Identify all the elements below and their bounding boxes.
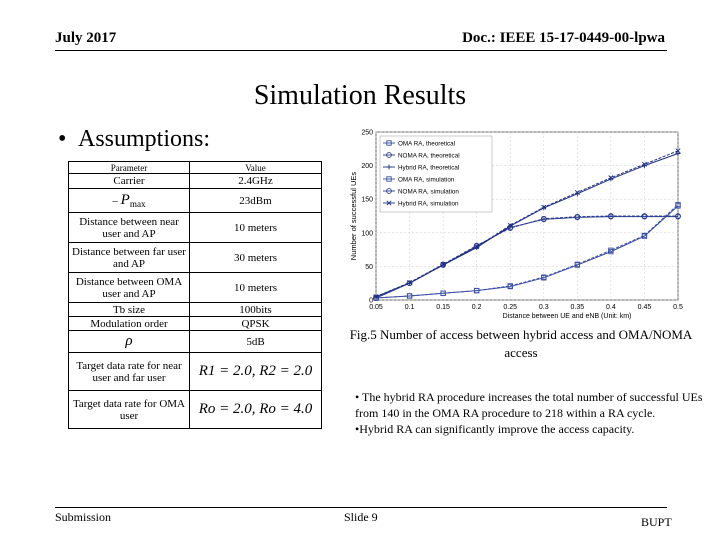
table-cell-value: 30 meters bbox=[190, 243, 322, 273]
table-cell-value: QPSK bbox=[190, 317, 322, 331]
table-cell-value: 2.4GHz bbox=[190, 174, 322, 189]
table-cell-value-formula: R1 = 2.0, R2 = 2.0 bbox=[190, 353, 322, 391]
x-tick-label: 0.2 bbox=[471, 304, 482, 311]
table-cell-value: 5dB bbox=[190, 331, 322, 353]
table-cell-param: Target data rate for near user and far user bbox=[69, 353, 190, 391]
table-cell-value: 23dBm bbox=[190, 189, 322, 213]
table-header-parameter: Parameter bbox=[69, 162, 190, 174]
table-row bbox=[69, 353, 322, 391]
pmax-symbol: – bbox=[112, 194, 121, 207]
footer-slide-number: Slide 9 bbox=[344, 510, 378, 524]
assumptions-label: Assumptions: bbox=[78, 126, 211, 152]
x-tick-label: 0.45 bbox=[637, 304, 652, 311]
x-tick-label: 0.35 bbox=[570, 304, 585, 311]
table-row bbox=[69, 174, 322, 189]
table-cell-param bbox=[69, 189, 190, 213]
y-tick-label: 200 bbox=[361, 163, 373, 171]
table-row bbox=[69, 331, 322, 353]
y-tick-label: 150 bbox=[361, 196, 373, 204]
table-cell-param: Distance between far user and AP bbox=[69, 243, 190, 273]
x-tick-label: 0.1 bbox=[404, 304, 415, 311]
table-cell-value: 10 meters bbox=[190, 213, 322, 243]
legend-entry: OMA RA, theoretical bbox=[398, 140, 456, 148]
x-tick-label: 0.25 bbox=[503, 304, 518, 311]
x-axis-label: Distance between UE and eNB (Unit: km) bbox=[502, 313, 632, 320]
footer-rule bbox=[55, 507, 667, 508]
slide-title: Simulation Results bbox=[253, 80, 467, 111]
table-row bbox=[69, 243, 322, 273]
table-cell-value-formula: Ro = 2.0, Ro = 4.0 bbox=[190, 391, 322, 429]
x-tick-label: 0.5 bbox=[673, 304, 683, 311]
pmax-symbol-letter: P bbox=[120, 191, 130, 208]
table-cell-param: Carrier bbox=[69, 174, 190, 189]
legend-entry: Hybrid RA, simulation bbox=[398, 200, 459, 208]
table-cell-param bbox=[69, 331, 190, 353]
y-tick-label: 0 bbox=[369, 297, 373, 305]
header-date: July 2017 bbox=[55, 30, 117, 46]
note-item: •Hybrid RA can significantly improve the access capacity. bbox=[355, 422, 635, 436]
table-cell-param: Tb size bbox=[69, 303, 190, 317]
x-tick-label: 0.4 bbox=[606, 304, 616, 311]
parameter-table bbox=[68, 161, 322, 429]
y-axis-label: Number of successful UEs bbox=[349, 171, 358, 261]
legend-entry: NOMA RA, simulation bbox=[398, 188, 459, 196]
x-tick-label: 0.3 bbox=[538, 304, 549, 311]
header-doc-id: Doc.: IEEE 15-17-0449-00-lpwa bbox=[462, 30, 665, 46]
legend-entry: NOMA RA, theoretical bbox=[398, 152, 460, 160]
pmax-subscript: max bbox=[129, 199, 146, 210]
table-row bbox=[69, 213, 322, 243]
result-notes bbox=[355, 389, 705, 437]
table-cell-param: Modulation order bbox=[69, 317, 190, 331]
legend-entry: OMA RA, simulation bbox=[398, 176, 455, 184]
note-item: • The hybrid RA procedure increases the total number of successful UEs from 140 in the OMA RA procedure to 218 within a RA cycle. bbox=[355, 390, 703, 420]
table-header-row bbox=[69, 162, 322, 174]
bullet-dot: • bbox=[58, 126, 67, 152]
rho-symbol: ρ bbox=[125, 333, 133, 349]
table-header-value: Value bbox=[190, 162, 322, 174]
footer-submission: Submission bbox=[55, 510, 112, 524]
table-cell-value: 10 meters bbox=[190, 273, 322, 303]
figure-caption: Fig.5 Number of access between hybrid access and OMA/NOMA access bbox=[349, 327, 693, 360]
table-row bbox=[69, 189, 322, 213]
table-row bbox=[69, 391, 322, 429]
access-chart bbox=[348, 124, 690, 324]
y-tick-label: 50 bbox=[365, 263, 373, 271]
table-row bbox=[69, 303, 322, 317]
table-cell-param: Target data rate for OMA user bbox=[69, 391, 190, 429]
x-tick-label: 0.15 bbox=[436, 304, 450, 311]
assumptions-bullet bbox=[58, 126, 210, 153]
table-cell-param: Distance between OMA user and AP bbox=[69, 273, 190, 303]
table-cell-param: Distance between near user and AP bbox=[69, 213, 190, 243]
x-tick-label: 0.05 bbox=[369, 304, 383, 311]
table-cell-value: 100bits bbox=[190, 303, 322, 317]
table-row bbox=[69, 273, 322, 303]
y-tick-label: 250 bbox=[361, 129, 373, 137]
table-row bbox=[69, 317, 322, 331]
header-rule bbox=[55, 50, 667, 51]
legend-entry: Hybrid RA, theoretical bbox=[398, 164, 460, 172]
y-tick-label: 100 bbox=[361, 230, 373, 238]
footer-org: BUPT bbox=[641, 515, 672, 529]
access-chart-svg bbox=[348, 124, 690, 324]
